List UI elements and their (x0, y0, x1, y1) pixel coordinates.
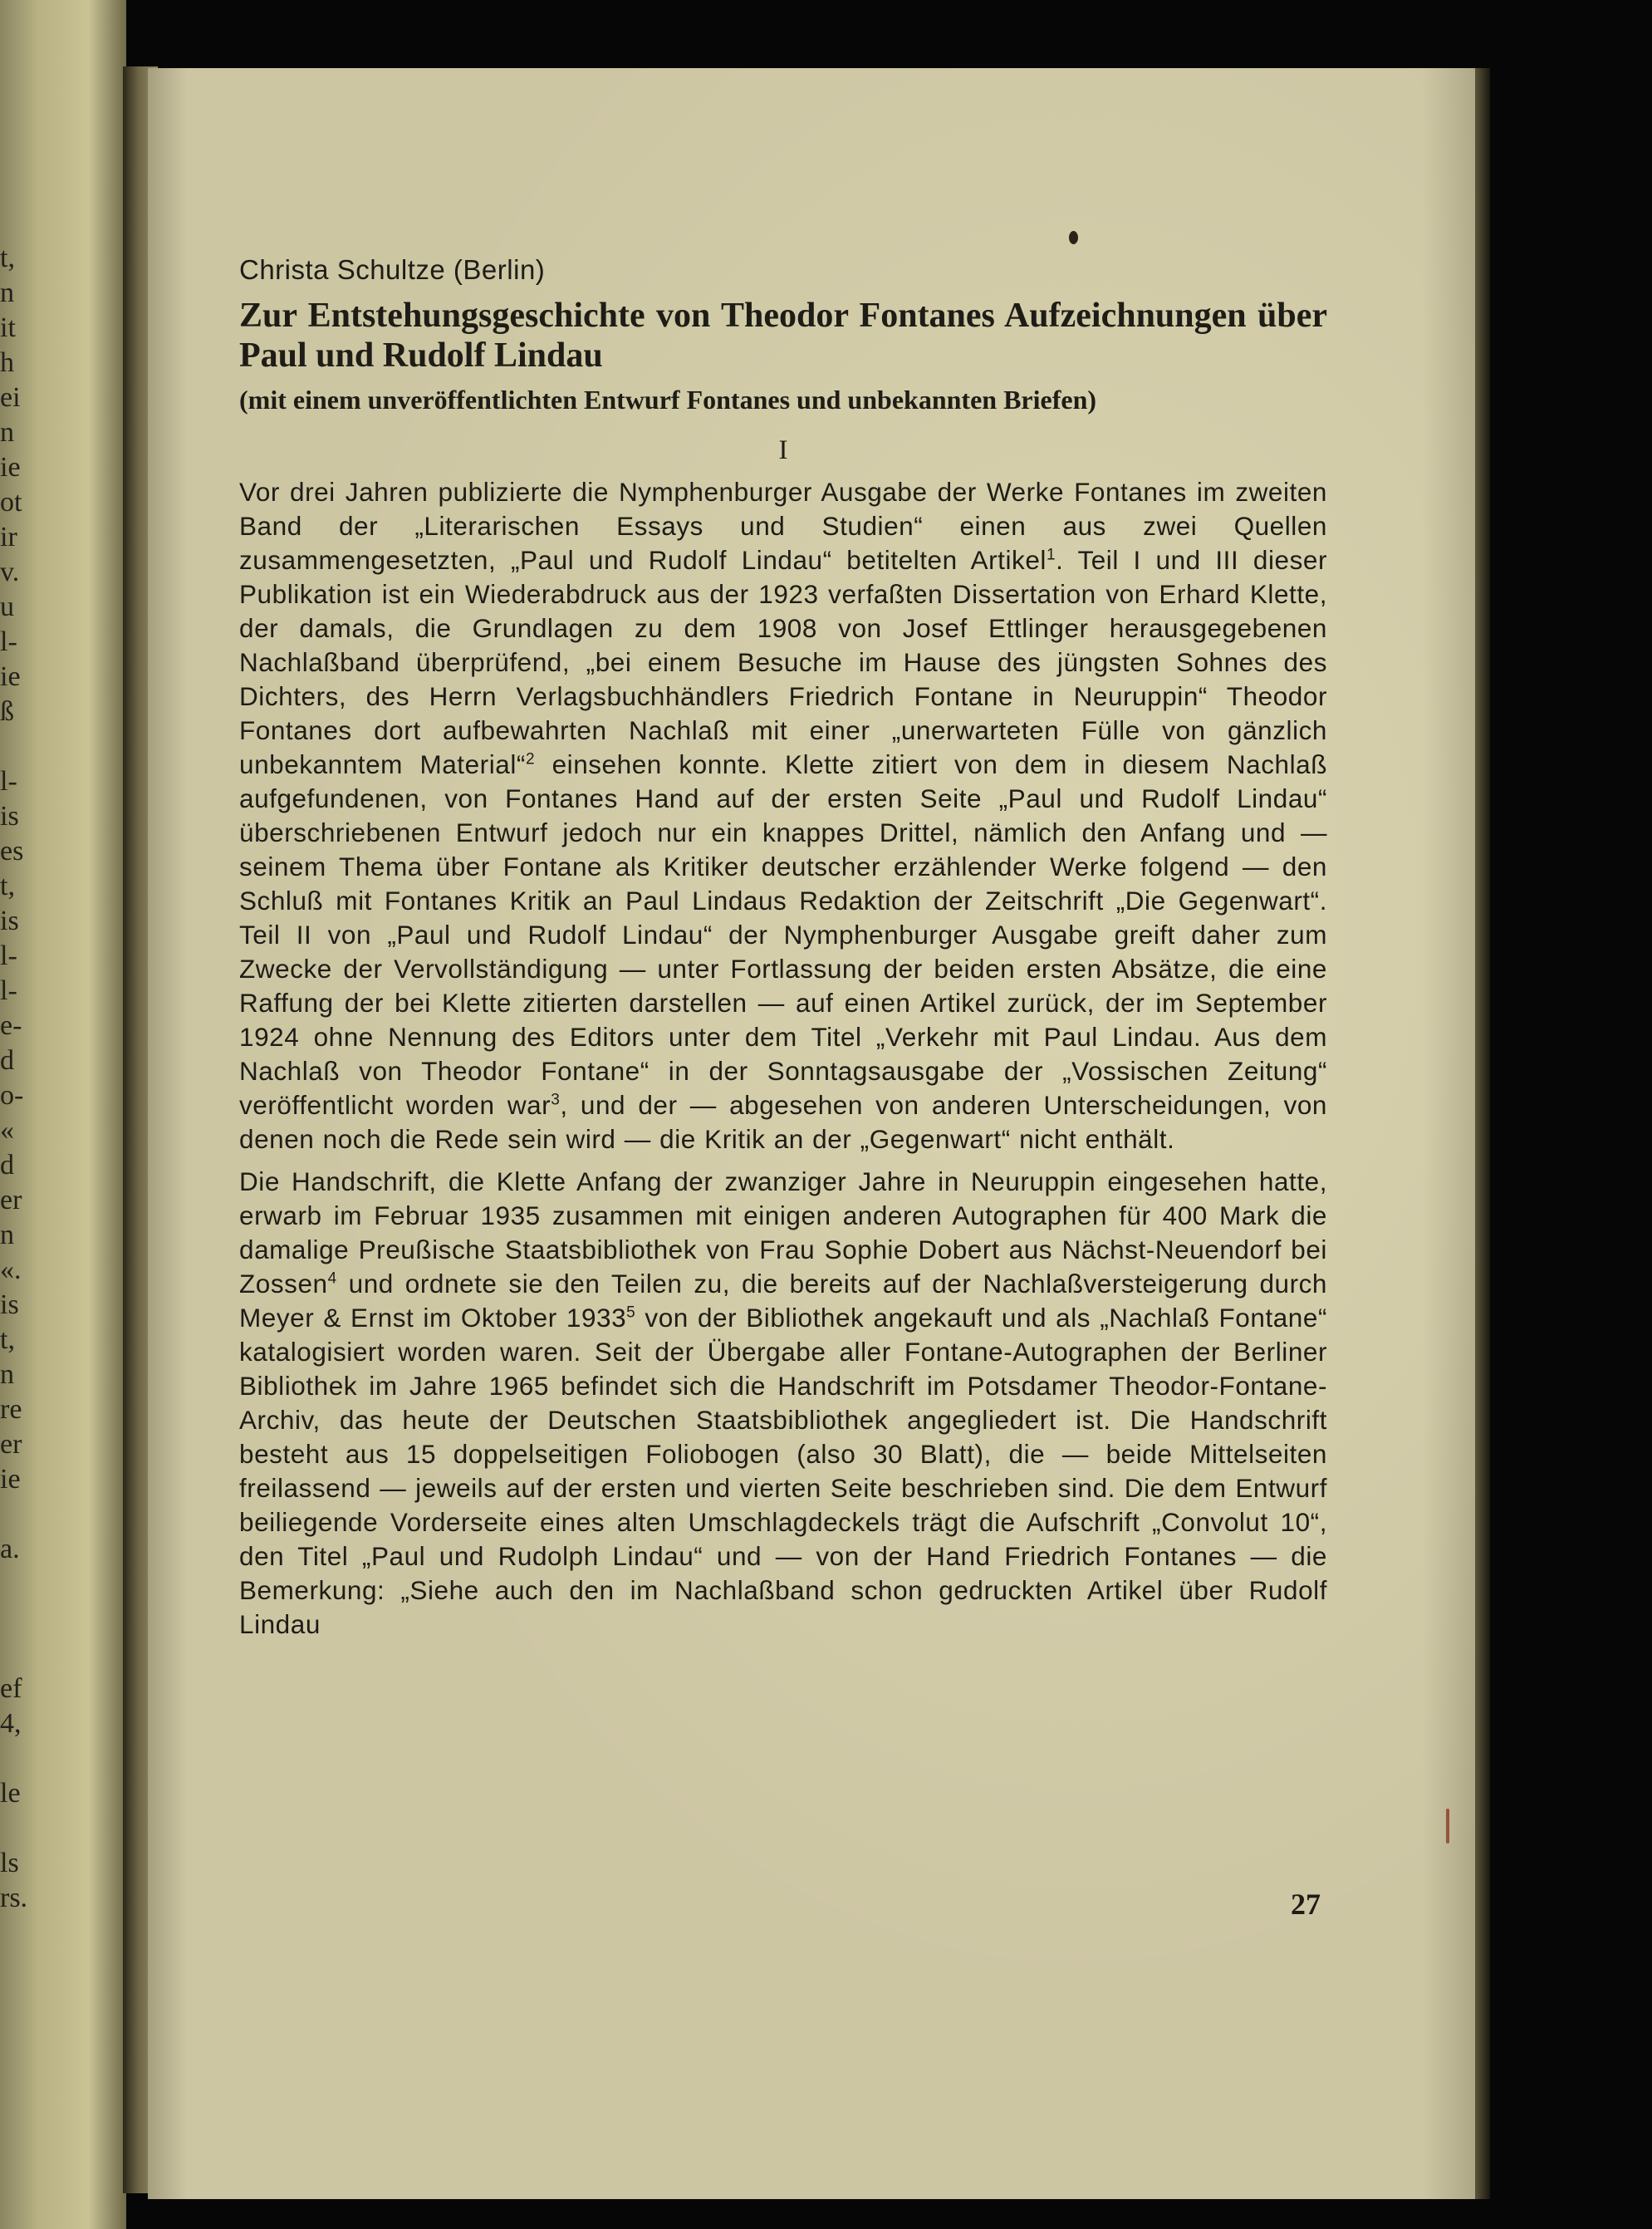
previous-page-line-fragment (0, 1497, 27, 1532)
previous-page-line-fragment: v. (0, 557, 20, 587)
previous-page-line-fragment: n (0, 277, 14, 308)
footnote-ref-3: 3 (551, 1091, 561, 1109)
previous-page-line-fragment: ß (0, 696, 14, 727)
previous-page-line-fragment: it (0, 312, 16, 343)
previous-page-line-fragment: e- (0, 1010, 22, 1041)
previous-page-line-fragment: 4, (0, 1708, 22, 1739)
author-line: Christa Schultze (Berlin) (239, 254, 546, 285)
previous-page-line-fragment: t, (0, 1324, 15, 1355)
paragraph-1-text: Vor drei Jahren publizierte die Nymphenburger Ausgabe der Werke Fontanes im zweiten Band der „Literarischen Essays und Studien“ einen aus zwei Quellen zusammengesetzten, „Paul und Rudolf Lindau“ betitelten Artikel (239, 477, 1327, 575)
paragraph-1-text: . Teil I und III dieser Publikation ist ein Wiederabdruck aus der 1923 verfaßten Dissertation von Erhard Klette, der damals, die Grundlagen zu dem 1908 von Josef Ettlinger herausgegebenen Nachlaßband überprüfend, „bei einem Besuche im Hause des jüngsten Sohnes des Dichters, des Herrn Verlagsbuchhändlers Friedrich Fontane in Neuruppin“ Theodor Fontanes dort aufbewahrten Nachlaß mit einer „unerwarteten Fülle von gänzlich unbekanntem Material“ (239, 545, 1327, 779)
previous-page-line-fragment: rs. (0, 1883, 28, 1913)
page-number: 27 (1291, 1888, 1321, 1921)
paragraph-1-text: , und der — abgesehen von anderen Unterscheidungen, von denen noch die Rede sein wird — die Kritik an der „Gegenwart“ nicht enthält. (239, 1090, 1328, 1154)
previous-page-line-fragment: is (0, 1289, 19, 1320)
previous-page-line-fragment: l- (0, 940, 17, 971)
previous-page-line-fragment: ei (0, 382, 21, 413)
previous-page-line-fragment: d (0, 1045, 14, 1076)
previous-page-line-fragment: n (0, 1220, 14, 1250)
article-title: Zur Entstehungsgeschichte von Theodor Fontanes Aufzeichnungen über Paul und Rudolf Lindau (239, 297, 1327, 375)
previous-page-line-fragment: re (0, 1394, 22, 1425)
previous-page-line-fragment: l- (0, 766, 17, 797)
section-number: I (778, 435, 788, 465)
previous-page-line-fragment: t, (0, 243, 15, 273)
ink-spot (1069, 231, 1078, 244)
previous-page-line-fragment: is (0, 801, 19, 832)
previous-page-line-fragment: l- (0, 975, 17, 1006)
previous-page-line-fragment: ie (0, 661, 21, 692)
previous-page-line-fragment: ir (0, 522, 17, 552)
footnote-ref-4: 4 (327, 1269, 337, 1288)
previous-page-line-fragment: d (0, 1150, 14, 1181)
article (239, 251, 1327, 1650)
article-subtitle: (mit einem unveröffentlichten Entwurf Fontanes und unbekannten Briefen) (239, 385, 1097, 415)
paragraph-2 (239, 1165, 1327, 1642)
previous-page-line-fragment: a. (0, 1534, 20, 1564)
previous-page-line-fragment (0, 1811, 27, 1846)
previous-page-line-fragment: ie (0, 1464, 21, 1495)
paragraph-2-text: von der Bibliothek angekauft und als „Nachlaß Fontane“ katalogisiert worden waren. Seit der Übergabe aller Fontane-Autographen der Berliner Bibliothek im Jahre 1965 befindet sich die Handschrift im Potsdamer Theodor-Fontane-Archiv, das heute der Deutschen Staatsbibliothek angegliedert ist. Die Handschrift besteht aus 15 doppelseitigen Foliobogen (also 30 Blatt), die — beide Mittelseiten freilassend — jeweils auf der ersten und vierten Seite beschrieben sind. Die dem Entwurf beiliegende Vorderseite eines alten Umschlagdeckels trägt die Aufschrift „Convolut 10“, den Titel „Paul und Rudolph Lindau“ und — von der Hand Friedrich Fontanes — die Bemerkung: „Siehe auch den im Nachlaßband schon gedruckten Artikel über Rudolf Lindau (239, 1303, 1327, 1639)
previous-page-line-fragment: n (0, 417, 14, 448)
previous-page-line-fragment: er (0, 1185, 22, 1215)
previous-page-line-fragment: ot (0, 487, 22, 518)
previous-page-line-fragment: h (0, 347, 14, 378)
previous-page-line-fragment (0, 1741, 27, 1776)
footnote-ref-2: 2 (525, 750, 536, 768)
previous-page-line-fragment: ls (0, 1848, 19, 1878)
previous-page-line-fragment: is (0, 906, 19, 936)
paragraph-2-text: und ordnete sie den Teilen zu, die bereits auf der Nachlaßversteigerung durch Meyer & Ernst im Oktober 1933 (239, 1269, 1327, 1333)
paragraph-2-text: Die Handschrift, die Klette Anfang der zwanziger Jahre in Neuruppin eingesehen hatte, erwarb im Februar 1935 zusammen mit einigen anderen Autographen für 400 Mark die damalige Preußische Staatsbibliothek von Frau Sophie Dobert aus Nächst-Neuendorf bei Zossen (239, 1166, 1327, 1299)
previous-page-line-fragment: l- (0, 626, 17, 657)
previous-page-line-fragment: er (0, 1429, 22, 1460)
previous-page-line-fragment: n (0, 1359, 14, 1390)
previous-page-line-fragment (0, 1637, 27, 1672)
paragraph-1-text: einsehen konnte. Klette zitiert von dem in diesem Nachlaß aufgefundenen, von Fontanes Hand auf der ersten Seite „Paul und Rudolf Lindau“ überschriebenen Entwurf jedoch nur ein knappes Drittel, nämlich den Anfang und — seinem Thema über Fontane als Kritiker deutscher erzählender Werke folgend — den Schluß mit Fontanes Kritik an Paul Lindaus Redaktion der Zeitschrift „Die Gegenwart“. Teil II von „Paul und Rudolf Lindau“ der Nymphenburger Ausgabe greift daher zum Zwecke der Vervollständigung — unter Fortlassung der beiden ersten Absätze, die eine Raffung der bei Klette zitierten darstellen — auf einen Artikel zurück, der im September 1924 ohne Nennung des Editors unter dem Titel „Verkehr mit Paul Lindau. Aus dem Nachlaß von Theodor Fontane“ in der Sonntagsausgabe der „Vossischen Zeitung“ veröffentlicht worden war (239, 749, 1328, 1120)
previous-page-line-fragment: ef (0, 1673, 22, 1704)
margin-pencil-mark (1446, 1809, 1449, 1844)
previous-page-line-fragment: t, (0, 871, 15, 901)
previous-page-line-fragment: u (0, 592, 14, 622)
previous-page-line-fragment: « (0, 1115, 14, 1146)
previous-page-line-fragment: «. (0, 1254, 22, 1285)
footnote-ref-1: 1 (1046, 546, 1056, 564)
previous-page-edge (0, 0, 126, 2229)
previous-page-line-fragments (0, 241, 27, 1916)
previous-page-line-fragment (0, 729, 27, 764)
previous-page-line-fragment: es (0, 836, 24, 867)
previous-page-line-fragment: ie (0, 452, 21, 483)
page (148, 68, 1475, 2199)
page-right-edge (1475, 68, 1490, 2199)
footnote-ref-5: 5 (626, 1304, 636, 1322)
paragraph-1 (239, 475, 1327, 1156)
previous-page-line-fragment (0, 1567, 27, 1602)
previous-page-line-fragment (0, 1602, 27, 1637)
previous-page-line-fragment: o- (0, 1080, 24, 1111)
previous-page-line-fragment: le (0, 1778, 21, 1809)
